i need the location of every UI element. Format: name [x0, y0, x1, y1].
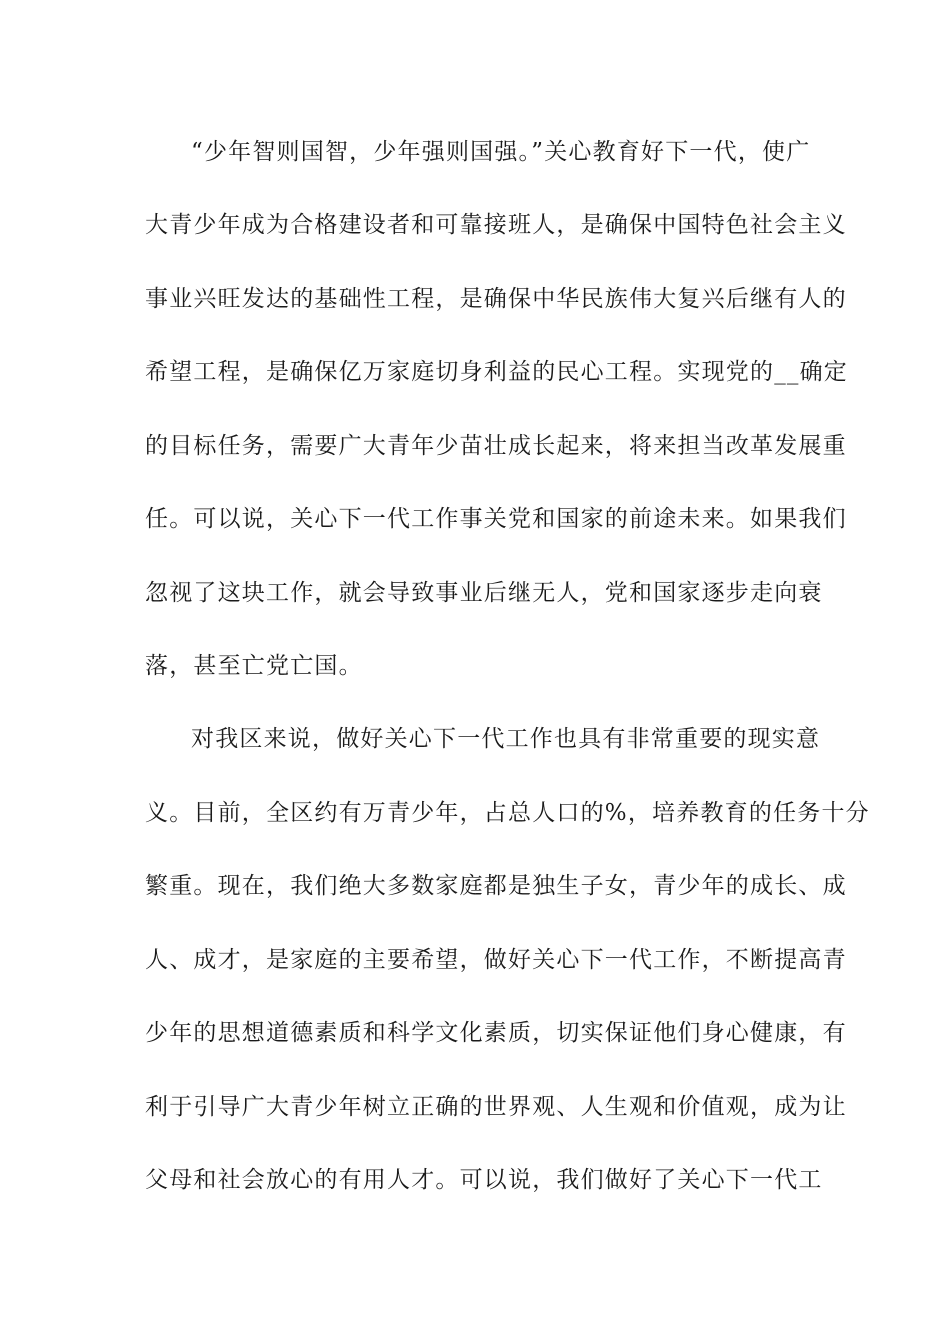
paragraph-2-line-3: 繁重。现在，我们绝大多数家庭都是独生子女，青少年的成长、成	[145, 873, 847, 899]
paragraph-2-line-4: 人、成才，是家庭的主要希望，做好关心下一代工作，不断提高青	[145, 947, 847, 973]
paragraph-1-line-1: “少年智则国智，少年强则国强。”关心教育好下一代，使广	[191, 139, 811, 165]
paragraph-2-line-6: 利于引导广大青少年树立正确的世界观、人生观和价值观，成为让	[145, 1094, 847, 1120]
paragraph-2-line-5: 少年的思想道德素质和科学文化素质，切实保证他们身心健康，有	[145, 1020, 847, 1046]
paragraph-1-line-4: 希望工程，是确保亿万家庭切身利益的民心工程。实现党的__确定	[145, 359, 848, 385]
paragraph-1-line-8: 落，甚至亡党亡国。	[145, 653, 363, 679]
paragraph-2-line-1: 对我区来说，做好关心下一代工作也具有非常重要的现实意	[191, 726, 821, 752]
paragraph-2-line-2: 义。目前，全区约有万青少年，占总人口的%，培养教育的任务十分	[145, 800, 870, 826]
paragraph-1-line-2: 大青少年成为合格建设者和可靠接班人，是确保中国特色社会主义	[145, 212, 847, 238]
paragraph-1-line-3: 事业兴旺发达的基础性工程，是确保中华民族伟大复兴后继有人的	[145, 286, 847, 312]
paragraph-1-line-5: 的目标任务，需要广大青年少苗壮成长起来，将来担当改革发展重	[145, 433, 847, 459]
paragraph-1-line-6: 任。可以说，关心下一代工作事关党和国家的前途未来。如果我们	[145, 506, 847, 532]
paragraph-2-line-7: 父母和社会放心的有用人才。可以说，我们做好了关心下一代工	[145, 1167, 823, 1193]
paragraph-1-line-7: 忽视了这块工作，就会导致事业后继无人，党和国家逐步走向衰	[145, 580, 823, 606]
